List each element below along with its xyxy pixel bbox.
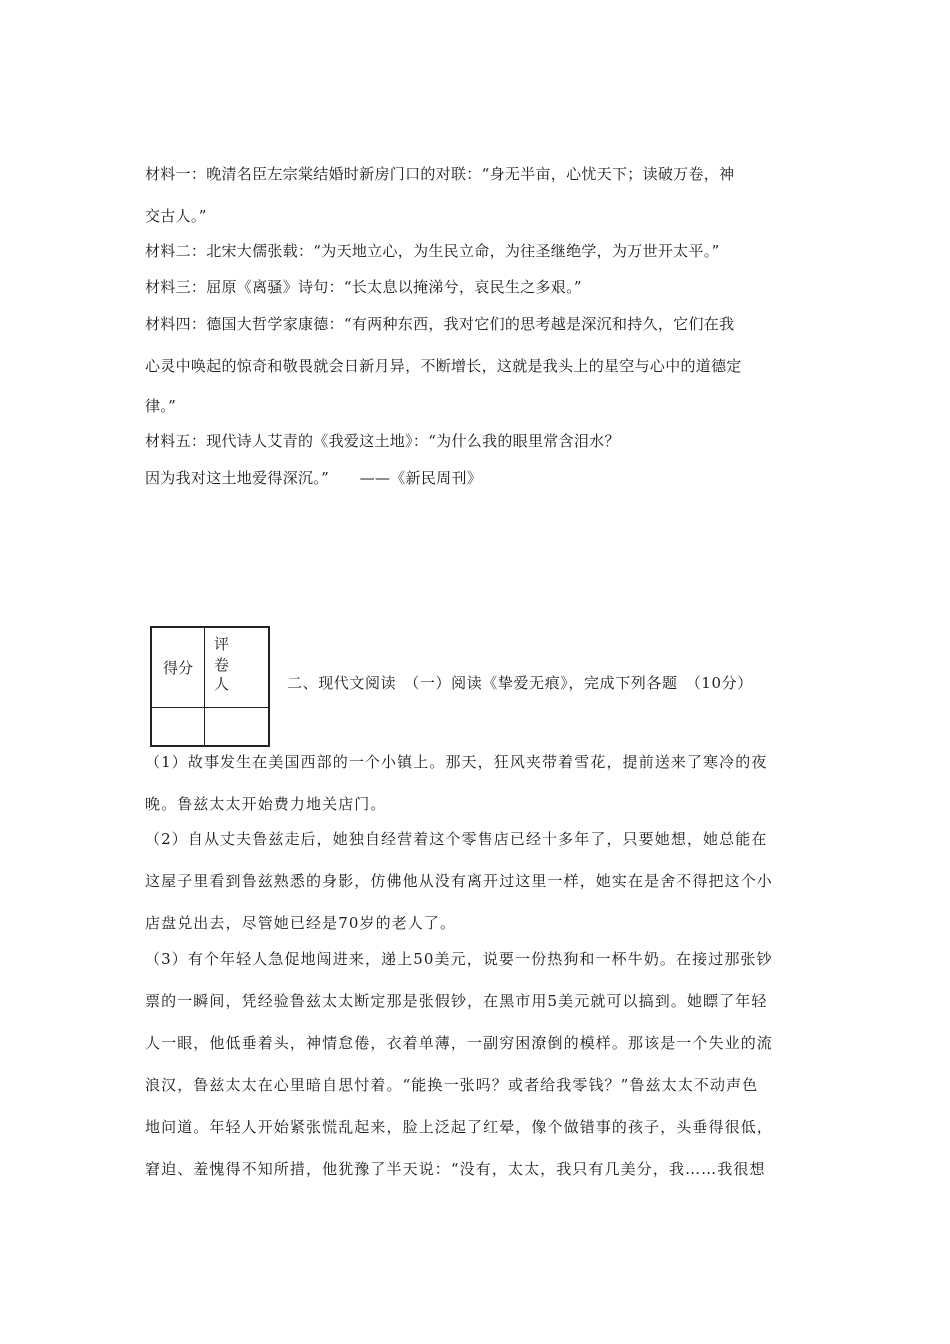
score-entry-cell (152, 708, 205, 745)
score-label: 得分 (152, 628, 205, 708)
story-p1-line-1: （1）故事发生在美国西部的一个小镇上。那天，狂风夹带着雪花，提前送来了寒冷的夜 (145, 753, 768, 771)
material-4-line-2: 心灵中唤起的惊奇和敬畏就会日新月异，不断增长，这就是我头上的星空与心中的道德定 (145, 357, 742, 375)
material-1-line-2: 交古人。” (145, 207, 207, 225)
story-p3-line-2: 票的一瞬间，凭经验鲁兹太太断定那是张假钞，在黑市用5美元就可以搞到。她瞟了年轻 (145, 992, 768, 1010)
material-1-line-1: 材料一：晚清名臣左宗棠结婚时新房门口的对联：“身无半亩，心忧天下；读破万卷，神 (145, 165, 735, 183)
story-p3-line-5: 地问道。年轻人开始紧张慌乱起来，脸上泛起了红晕，像个做错事的孩子，头垂得很低， (145, 1118, 773, 1136)
material-5-line-2: 因为我对这土地爱得深沉。” ——《新民周刊》 (145, 469, 483, 487)
grader-label-line-1: 评卷 (214, 635, 254, 674)
story-p3-line-3: 人一眼，他低垂着头，神情怠倦，衣着单薄，一副穷困潦倒的模样。那该是一个失业的流 (145, 1034, 773, 1052)
story-p3-line-4: 浪汉，鲁兹太太在心里暗自思忖着。“能换一张吗？或者给我零钱？”鲁兹太太不动声色 (145, 1076, 759, 1094)
story-p2-line-1: （2）自从丈夫鲁兹走后，她独自经营着这个零售店已经十多年了，只要她想，她总能在 (145, 830, 768, 848)
grader-label-line-2: 人 (214, 675, 230, 693)
grader-entry-cell (205, 708, 268, 745)
material-5-line-1: 材料五：现代诗人艾青的《我爱这土地》：“为什么我的眼里常含泪水？ (145, 432, 620, 450)
score-table (150, 626, 270, 747)
story-p2-line-3: 店盘兑出去，尽管她已经是70岁的老人了。 (145, 914, 457, 932)
story-p1-line-2: 晚。鲁兹太太开始费力地关店门。 (145, 795, 387, 813)
grader-label-cell (205, 628, 268, 708)
story-p3-line-1: （3）有个年轻人急促地闯进来，递上50美元，说要一份热狗和一杯牛奶。在接过那张钞 (145, 950, 773, 968)
material-3: 材料三：屈原《离骚》诗句：“长太息以掩涕兮，哀民生之多艰。” (145, 278, 582, 296)
material-4-line-3: 律。” (145, 397, 177, 415)
material-2: 材料二：北宋大儒张载：“为天地立心，为生民立命，为往圣继绝学，为万世开太平。” (145, 242, 720, 260)
section-title: 二、现代文阅读 （一）阅读《挚爱无痕》，完成下列各题 （10分） (287, 674, 753, 692)
material-4-line-1: 材料四：德国大哲学家康德：“有两种东西，我对它们的思考越是深沉和持久，它们在我 (145, 315, 735, 333)
story-p2-line-2: 这屋子里看到鲁兹熟悉的身影，仿佛他从没有离开过这里一样，她实在是舍不得把这个小 (145, 872, 773, 890)
story-p3-line-6: 窘迫、羞愧得不知所措，他犹豫了半天说：“没有，太太，我只有几美分，我……我很想 (145, 1160, 766, 1178)
